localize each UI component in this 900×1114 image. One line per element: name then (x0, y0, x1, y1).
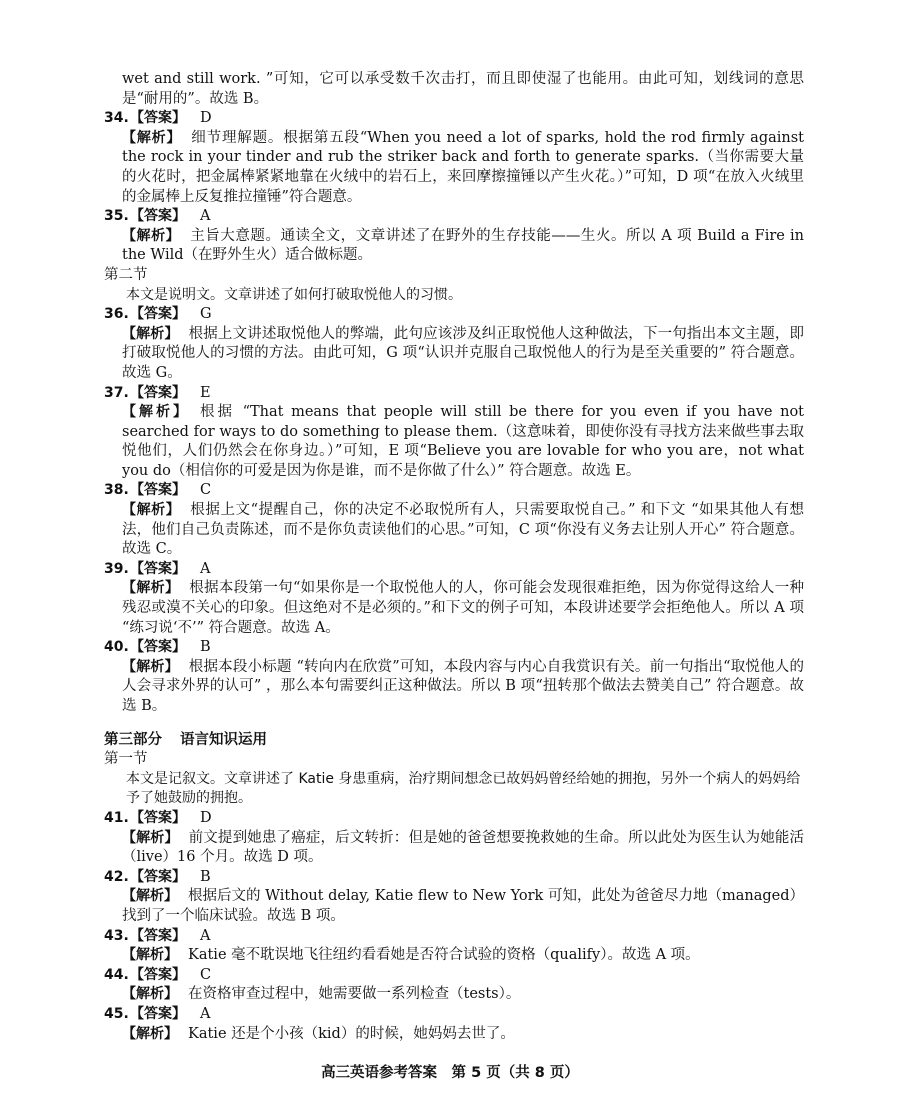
analysis-text: 根据上文讲述取悦他人的弊端，此句应该涉及纠正取悦他人这种做法，下一句指出本文主题，即打破取悦他人的习惯的方法。由此可知，G 项“认识并克服自己取悦他人的行为是至关重要的” 符合题意。故选 G。 (122, 325, 804, 381)
analysis-text: 主旨大意题。通读全文，文章讲述了在野外的生存技能——生火。所以 A 项 Build a Fire in the Wild（在野外生火）适合做标题。 (122, 227, 804, 264)
answer-value: B (200, 868, 211, 885)
answer-value: C (200, 482, 212, 499)
answer-value: A (200, 1005, 211, 1022)
answer-item-39 (104, 560, 804, 638)
answer-label: 【答案】 (130, 1005, 186, 1022)
answer-item-42 (104, 868, 804, 927)
answer-item-35 (104, 207, 804, 266)
analysis-text: 在资格审查过程中，她需要做一系列检查（tests）。 (188, 986, 521, 1003)
answer-item-45 (104, 1005, 804, 1044)
answer-label: 【答案】 (130, 868, 186, 885)
analysis-label: 【解析】 (122, 404, 190, 421)
analysis-text: 细节理解题。根据第五段“When you need a lot of sparks, hold the rod firmly against the rock in your tinder and rub the striker back and forth to generate sparks.（当你需要大量的火花时，把金属棒紧紧地靠在火绒中的岩石上，来回摩擦撞锤以产生火花。）”可知，D 项“在放入火绒里的金属棒上反复推拉撞锤”符合题意。 (122, 129, 804, 205)
answer-label: 【答案】 (130, 306, 186, 323)
answer-label: 【答案】 (130, 560, 186, 577)
analysis-label: 【解析】 (122, 502, 181, 519)
answer-item-37 (104, 384, 804, 482)
analysis-label: 【解析】 (122, 129, 182, 146)
analysis-text: 根据本段小标题 “转向内在欣赏”可知，本段内容与内心自我赏识有关。前一句指出“取悦他人的人会寻求外界的认可” ，那么本句需要纠正这种做法。所以 B 项“扭转那个做法去赞美自己” 符合题意。故选 B。 (122, 658, 804, 714)
answer-page (104, 70, 804, 1044)
answer-item-41 (104, 809, 804, 868)
question-number: 40. (104, 639, 129, 656)
analysis-text: Katie 还是个小孩（kid）的时候，她妈妈去世了。 (188, 1025, 515, 1042)
part-title: 第三部分 (104, 731, 162, 748)
continuation-text: wet and still work. ”可知，它可以承受数千次击打，而且即使湿了也能用。由此可知，划线词的意思是“耐用的”。故选 B。 (122, 71, 804, 107)
answer-label: 【答案】 (130, 208, 186, 225)
section-intro: 本文是记叙文。文章讲述了 Katie 身患重病，治疗期间想念已故妈妈曾经给她的拥抱，另外一个病人的妈妈给予了她鼓励的拥抱。 (126, 770, 801, 807)
analysis-label: 【解析】 (122, 1025, 178, 1042)
answer-item-40 (104, 638, 804, 716)
answer-item-44 (104, 966, 804, 1005)
part-subtitle: 语言知识运用 (180, 731, 267, 748)
analysis-label: 【解析】 (122, 829, 179, 846)
analysis-label: 【解析】 (122, 580, 180, 597)
answer-label: 【答案】 (130, 809, 186, 826)
analysis-label: 【解析】 (122, 947, 178, 964)
answer-label: 【答案】 (130, 639, 186, 656)
analysis-label: 【解析】 (122, 888, 179, 905)
analysis-text: 根据本段第一句“如果你是一个取悦他人的人，你可能会发现很难拒绝，因为你觉得这给人一种残忍或漠不关心的印象。但这绝对不是必须的。”和下文的例子可知，本段讲述要学会拒绝他人。所以 A 项 “练习说‘不’” 符合题意。故选 A。 (122, 580, 805, 636)
analysis-text: 根据 “That means that people will still be there for you even if you have not searched for ways to do something to please them.（这意味着，即使你没有寻找方法来做些事去取悦他们，人们仍然会在你身边。）”可知，E 项“Believe you are lovable for who you are，not what you do（相信你的可爱是因为你是谁，而不是你做了什么）” 符合题意。故选 E。 (122, 404, 805, 479)
question-number: 35. (104, 208, 129, 225)
answer-label: 【答案】 (130, 927, 186, 944)
question-number: 36. (104, 306, 129, 323)
answer-value: D (200, 809, 212, 826)
answer-label: 【答案】 (130, 966, 186, 983)
analysis-text: 根据后文的 Without delay, Katie flew to New York 可知，此处为爸爸尽力地（managed）找到了一个临床试验。故选 B 项。 (122, 888, 805, 924)
answer-item-36 (104, 305, 804, 383)
section-intro: 本文是说明文。文章讲述了如何打破取悦他人的习惯。 (126, 286, 462, 303)
question-number: 45. (104, 1005, 129, 1022)
page-footer: 高三英语参考答案 第 5 页（共 8 页） (321, 1065, 579, 1081)
answer-item-43 (104, 927, 804, 966)
question-number: 43. (104, 927, 129, 944)
question-number: 34. (104, 110, 129, 127)
part-heading (104, 731, 804, 751)
answer-item-38 (104, 481, 804, 559)
answer-value: B (200, 639, 211, 656)
question-number: 39. (104, 560, 129, 577)
answer-label: 【答案】 (130, 482, 186, 499)
answer-value: E (200, 384, 211, 401)
analysis-text: 根据上文“提醒自己，你的决定不必取悦所有人，只需要取悦自己。” 和下文 “如果其他人有想法，他们自己负责陈述，而不是你负责读他们的心思。”可知，C 项“你没有义务去让别人开心” 符合题意。故选 C。 (122, 502, 804, 558)
analysis-label: 【解析】 (122, 658, 179, 675)
answer-value: D (200, 110, 212, 127)
question-number: 44. (104, 966, 129, 983)
answer-value: C (200, 966, 212, 983)
answer-item-34 (104, 109, 804, 207)
analysis-label: 【解析】 (122, 227, 181, 244)
question-number: 41. (104, 809, 129, 826)
answer-value: A (200, 560, 211, 577)
analysis-text: 前文提到她患了癌症，后文转折：但是她的爸爸想要挽救她的生命。所以此处为医生认为她能活（live）16 个月。故选 D 项。 (122, 829, 804, 866)
section-title: 第二节 (104, 266, 148, 283)
question-number: 37. (104, 384, 129, 401)
section-title: 第一节 (104, 751, 148, 768)
answer-label: 【答案】 (130, 384, 186, 401)
analysis-label: 【解析】 (122, 986, 178, 1003)
analysis-text: Katie 毫不耽误地飞往纽约看看她是否符合试验的资格（qualify）。故选 A 项。 (188, 947, 700, 964)
answer-value: A (200, 208, 211, 225)
analysis-label: 【解析】 (122, 325, 179, 342)
answer-label: 【答案】 (130, 110, 186, 127)
question-number: 38. (104, 482, 129, 499)
question-number: 42. (104, 868, 129, 885)
answer-value: G (200, 306, 212, 323)
answer-value: A (200, 927, 211, 944)
